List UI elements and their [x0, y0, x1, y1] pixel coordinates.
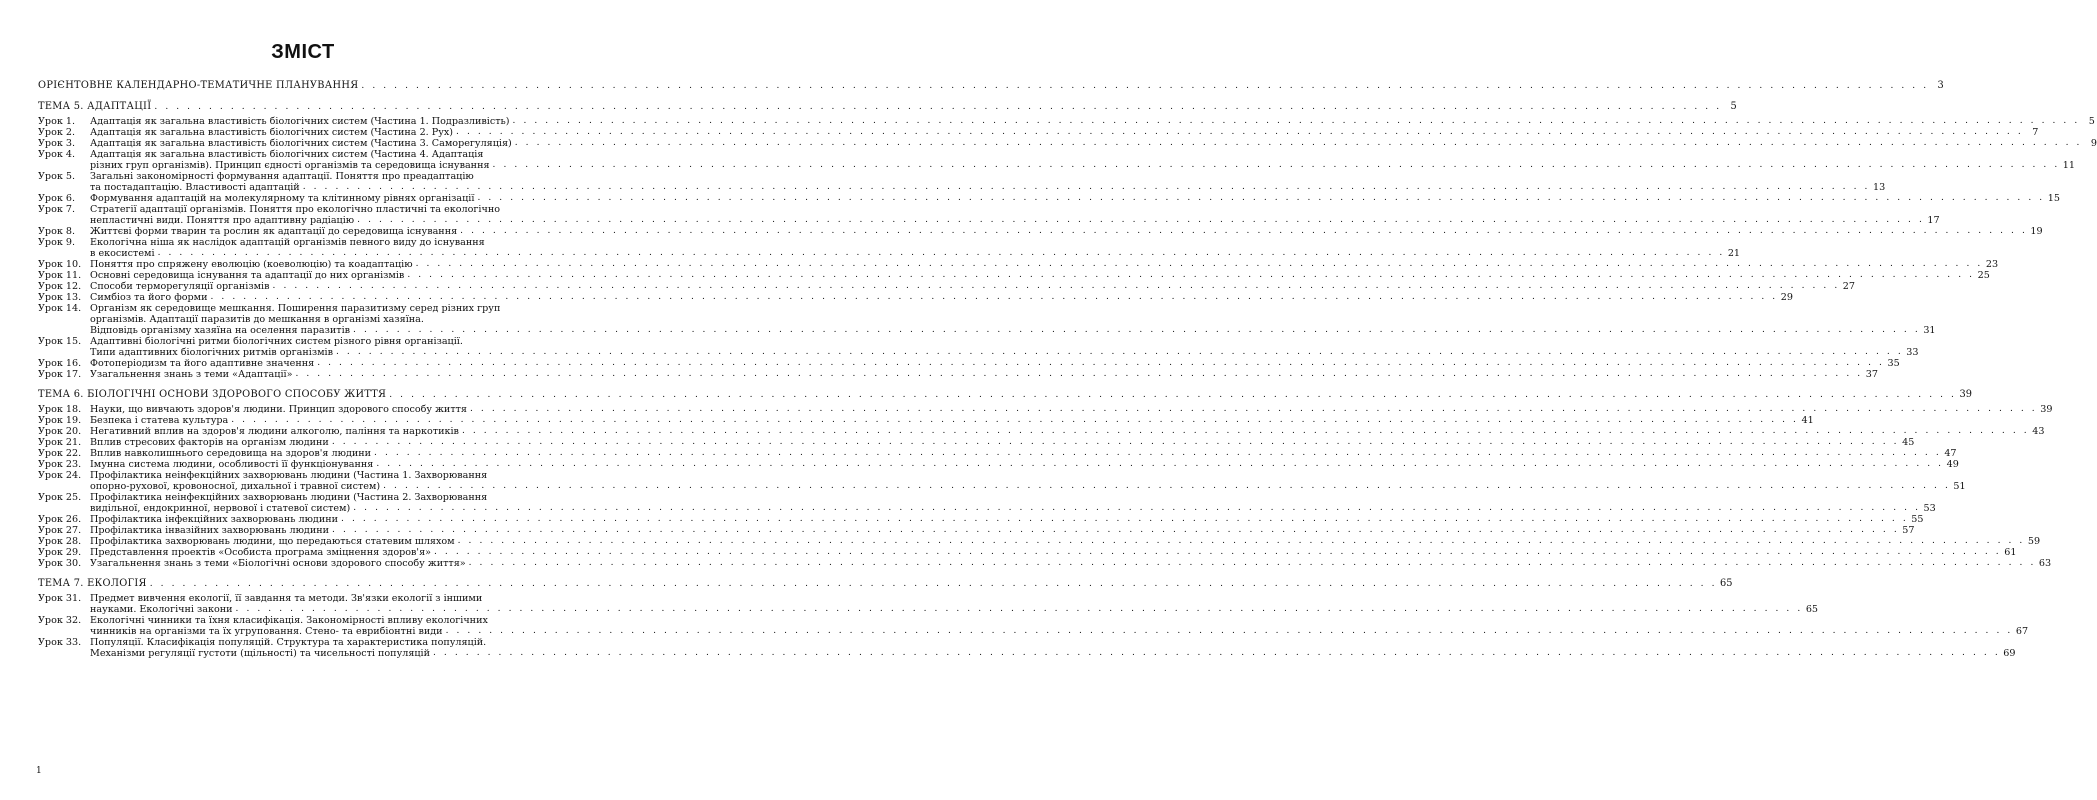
section-heading-text: ТЕМА 6. БІОЛОГІЧНІ ОСНОВИ ЗДОРОВОГО СПОСОБУ ЖИТТЯ — [38, 389, 387, 400]
section-gap — [38, 569, 568, 578]
toc-entry[interactable] — [38, 448, 1957, 459]
lesson-text — [90, 404, 2053, 415]
lesson-title-line: Відповідь організму хазяїна на оселення паразитів — [90, 325, 351, 336]
dot-leader — [361, 80, 1928, 92]
lesson-last-line — [90, 604, 1819, 615]
dot-leader — [353, 503, 1920, 514]
lesson-number: Урок 6. — [38, 193, 76, 204]
lesson-page-number: 17 — [1927, 215, 1940, 226]
lesson-title-line: Формування адаптацій на молекулярному та клітинному рівнях організації — [90, 193, 475, 204]
dot-leader — [376, 459, 1943, 470]
lesson-last-line — [90, 127, 2039, 138]
section-page-number: 39 — [1959, 389, 1972, 400]
lesson-page-number: 59 — [2027, 536, 2041, 547]
lesson-title-line: Адаптивні біологічні ритми біологічних систем різного рівня організації. — [90, 336, 463, 347]
lesson-text — [90, 127, 2039, 138]
lesson-page-number: 5 — [2088, 116, 2095, 127]
toc-entry[interactable] — [38, 116, 2095, 127]
lesson-page-number: 31 — [1923, 325, 1936, 336]
dot-leader — [462, 426, 2029, 437]
lesson-page-number: 55 — [1911, 514, 1924, 525]
lesson-number: Урок 11. — [38, 270, 82, 281]
toc-entry[interactable] — [38, 593, 1819, 615]
lesson-title-line: Екологічні чинники та їхня класифікація. Закономірності впливу екологічних — [90, 615, 488, 626]
lesson-page-number: 25 — [1977, 270, 1990, 281]
dot-leader — [336, 347, 1903, 358]
toc-entry[interactable] — [38, 615, 2029, 637]
lesson-page-number: 39 — [2040, 404, 2053, 415]
dot-leader — [273, 281, 1840, 292]
lesson-number: Урок 32. — [38, 615, 82, 626]
lesson-last-line — [90, 503, 1936, 514]
toc-entry[interactable] — [38, 237, 1741, 259]
lesson-number: Урок 16. — [38, 358, 82, 369]
lesson-title-line: Стратегії адаптації організмів. Поняття про екологічно пластичні та екологічно — [90, 204, 501, 215]
section-heading-text: ТЕМА 7. ЕКОЛОГІЯ — [38, 578, 147, 589]
lesson-text — [90, 259, 1999, 270]
lesson-page-number: 7 — [2032, 127, 2039, 138]
lesson-title-line: різних груп організмів). Принцип єдності організмів та середовища існування — [90, 160, 490, 171]
dot-leader — [433, 648, 2000, 659]
lesson-title-line: Профілактика неінфекційних захворювань людини (Частина 2. Захворювання — [90, 492, 488, 503]
lesson-page-number: 13 — [1872, 182, 1886, 193]
toc-entry[interactable] — [38, 149, 2076, 171]
toc-entry[interactable] — [38, 492, 1936, 514]
lesson-last-line — [90, 536, 2041, 547]
page-title: ЗМІСТ — [271, 41, 335, 63]
dot-leader — [458, 536, 2025, 547]
lesson-title-line: Вплив стресових факторів на організм людини — [90, 437, 329, 448]
dot-leader — [470, 404, 2037, 415]
lesson-title-line: Основні середовища існування та адаптації до них організмів — [90, 270, 405, 281]
toc-entry[interactable] — [38, 369, 1878, 380]
lesson-title-line: Адаптація як загальна властивість біологічних систем (Частина 3. Саморегуляція) — [90, 138, 512, 149]
lesson-number: Урок 4. — [38, 149, 76, 160]
lesson-title-line: Популяції. Класифікація популяцій. Структура та характеристика популяцій. — [90, 637, 487, 648]
lesson-title-line: Адаптація як загальна властивість біологічних систем (Частина 2. Рух) — [90, 127, 454, 138]
dot-leader — [231, 415, 1798, 426]
lesson-number: Урок 10. — [38, 259, 82, 270]
lesson-title-line: непластичні види. Поняття про адаптивну радіацію — [90, 215, 355, 226]
lesson-title-line: Життєві форми тварин та рослин як адаптації до середовища існування — [90, 226, 458, 237]
lesson-page-number: 69 — [2003, 648, 2016, 659]
lesson-last-line — [90, 325, 1936, 336]
lesson-last-line — [90, 347, 1919, 358]
lesson-title-line: Профілактика інфекційних захворювань людини — [90, 514, 339, 525]
lesson-text — [90, 303, 1936, 336]
lesson-text — [90, 470, 1966, 492]
lesson-title-line: опорно-рухової, кровоносної, дихальної і травної систем) — [90, 481, 381, 492]
dot-leader — [295, 369, 1862, 380]
dot-leader — [460, 226, 2027, 237]
lesson-page-number: 53 — [1923, 503, 1936, 514]
lesson-text — [90, 448, 1957, 459]
lesson-number: Урок 24. — [38, 470, 82, 481]
lesson-text — [90, 149, 2076, 171]
lesson-last-line — [90, 215, 1940, 226]
lesson-number: Урок 1. — [38, 116, 76, 127]
dot-leader — [236, 604, 1803, 615]
lesson-page-number: 35 — [1887, 358, 1900, 369]
lesson-text — [90, 237, 1741, 259]
dot-leader — [210, 292, 1777, 303]
dot-leader — [341, 514, 1908, 525]
dot-leader — [150, 578, 1717, 590]
footer-page-number: 1 — [36, 766, 42, 776]
toc-entry[interactable] — [38, 536, 2041, 547]
lesson-title-line: Представлення проектів «Особиста програма зміцнення здоров'я» — [90, 547, 431, 558]
dot-leader — [317, 358, 1884, 369]
lesson-number: Урок 5. — [38, 171, 76, 182]
lesson-last-line — [90, 448, 1957, 459]
dot-leader — [332, 525, 1899, 536]
lesson-text — [90, 193, 2060, 204]
section-heading[interactable] — [38, 80, 1944, 92]
lesson-text — [90, 336, 1919, 358]
toc-entry[interactable] — [38, 336, 1919, 358]
lesson-last-line — [90, 193, 2060, 204]
lesson-title-line: Поняття про спряжену еволюцію (коеволюцію) та коадаптацію — [90, 259, 413, 270]
lesson-title-line: Науки, що вивчають здоров'я людини. Принцип здорового способу життя — [90, 404, 467, 415]
lesson-page-number: 45 — [1902, 437, 1915, 448]
toc-entry[interactable] — [38, 637, 2016, 659]
lesson-number: Урок 8. — [38, 226, 76, 237]
toc-entry[interactable] — [38, 171, 1886, 193]
lesson-text — [90, 415, 1814, 426]
lesson-number: Урок 2. — [38, 127, 76, 138]
lesson-title-line: організмів. Адаптації паразитів до мешкання в організмі хазяїна. — [90, 314, 424, 325]
lesson-last-line — [90, 281, 1856, 292]
lesson-last-line — [90, 292, 1793, 303]
lesson-last-line — [90, 226, 2043, 237]
dot-leader — [434, 547, 2001, 558]
lesson-page-number: 41 — [1801, 415, 1814, 426]
toc-entry[interactable] — [38, 426, 2045, 437]
section-heading[interactable] — [38, 578, 1733, 590]
lesson-number: Урок 27. — [38, 525, 82, 536]
toc-entry[interactable] — [38, 415, 1814, 426]
lesson-title-line: Фотоперіодизм та його адаптивне значення — [90, 358, 315, 369]
lesson-page-number: 33 — [1906, 347, 1919, 358]
dot-leader — [353, 325, 1920, 336]
lesson-last-line — [90, 481, 1966, 492]
lesson-page-number: 51 — [1953, 481, 1966, 492]
lesson-text — [90, 547, 2017, 558]
lesson-title-line: Механізми регуляції густоти (щільності) та чисельності популяцій — [90, 648, 431, 659]
lesson-page-number: 19 — [2030, 226, 2043, 237]
lesson-last-line — [90, 248, 1741, 259]
lesson-title-line: Адаптація як загальна властивість біологічних систем (Частина 4. Адаптація — [90, 149, 484, 160]
lesson-number: Урок 29. — [38, 547, 82, 558]
lesson-number: Урок 30. — [38, 558, 82, 569]
lesson-number: Урок 25. — [38, 492, 82, 503]
lesson-page-number: 21 — [1727, 248, 1741, 259]
lesson-page-number: 49 — [1946, 459, 1959, 470]
lesson-number: Урок 3. — [38, 138, 76, 149]
lesson-title-line: Безпека і статева культура — [90, 415, 229, 426]
lesson-number: Урок 15. — [38, 336, 82, 347]
lesson-last-line — [90, 116, 2095, 127]
lesson-last-line — [90, 259, 1999, 270]
lesson-title-line: Профілактика неінфекційних захворювань людини (Частина 1. Захворювання — [90, 470, 488, 481]
lesson-text — [90, 138, 2097, 149]
dot-leader — [374, 448, 1941, 459]
lesson-last-line — [90, 415, 1814, 426]
lesson-page-number: 57 — [1902, 525, 1915, 536]
dot-leader — [513, 116, 2080, 127]
lesson-title-line: чинників на організми та їх угруповання. Стено- та еврибіонтні види — [90, 626, 443, 637]
lesson-page-number: 47 — [1944, 448, 1957, 459]
lesson-last-line — [90, 648, 2016, 659]
dot-leader — [158, 248, 1725, 259]
lesson-text — [90, 615, 2029, 637]
section-heading-text: ОРІЄНТОВНЕ КАЛЕНДАРНО-ТЕМАТИЧНЕ ПЛАНУВАННЯ — [38, 80, 359, 91]
section-heading-text: ТЕМА 5. АДАПТАЦІЇ — [38, 101, 152, 112]
lesson-page-number: 11 — [2062, 160, 2076, 171]
lesson-title-line: Профілактика інвазійних захворювань людини — [90, 525, 330, 536]
section-page-number: 3 — [1937, 80, 1944, 91]
lesson-last-line — [90, 558, 2052, 569]
toc-entry[interactable] — [38, 226, 2043, 237]
lesson-text — [90, 369, 1878, 380]
lesson-title-line: науками. Екологічні закони — [90, 604, 233, 615]
lesson-text — [90, 593, 1819, 615]
toc-entry[interactable] — [38, 514, 1924, 525]
lesson-number: Урок 26. — [38, 514, 82, 525]
dot-leader — [456, 127, 2023, 138]
lesson-last-line — [90, 547, 2017, 558]
lesson-title-line: Екологічна ніша як наслідок адаптацій організмів певного виду до існування — [90, 237, 485, 248]
section-page-number: 65 — [1720, 578, 1733, 589]
dot-leader — [477, 193, 2044, 204]
lesson-number: Урок 22. — [38, 448, 82, 459]
lesson-last-line — [90, 404, 2053, 415]
section-page-number: 5 — [1730, 101, 1737, 112]
lesson-number: Урок 7. — [38, 204, 76, 215]
lesson-last-line — [90, 369, 1878, 380]
lesson-number: Урок 28. — [38, 536, 82, 547]
table-of-contents — [38, 40, 2097, 659]
toc-entry[interactable] — [38, 204, 1940, 226]
toc-entry[interactable] — [38, 281, 1856, 292]
lesson-title-line: Вплив навколишнього середовища на здоров'я людини — [90, 448, 372, 459]
lesson-text — [90, 525, 1915, 536]
lesson-title-line: Імунна система людини, особливості її функціонування — [90, 459, 374, 470]
lesson-page-number: 61 — [2004, 547, 2017, 558]
lesson-title-line: Профілактика захворювань людини, що передаються статевим шляхом — [90, 536, 455, 547]
toc-entry[interactable] — [38, 193, 2060, 204]
dot-leader — [154, 101, 1721, 113]
toc-entry[interactable] — [38, 470, 1966, 492]
lesson-title-line: Негативний вплив на здоров'я людини алкоголю, паління та наркотиків — [90, 426, 459, 437]
toc-entry[interactable] — [38, 525, 1915, 536]
toc-entry[interactable] — [38, 358, 1900, 369]
lesson-text — [90, 171, 1886, 193]
lesson-number: Урок 18. — [38, 404, 82, 415]
lesson-page-number: 9 — [2090, 138, 2097, 149]
lesson-number: Урок 23. — [38, 459, 82, 470]
lesson-last-line — [90, 525, 1915, 536]
lesson-number: Урок 12. — [38, 281, 82, 292]
lesson-last-line — [90, 358, 1900, 369]
lesson-title-line: Організм як середовище мешкання. Поширення паразитизму серед різних груп — [90, 303, 501, 314]
lesson-number: Урок 9. — [38, 237, 76, 248]
toc-entry[interactable] — [38, 558, 2052, 569]
lesson-title-line: та постадаптацію. Властивості адаптацій — [90, 182, 300, 193]
lesson-last-line — [90, 514, 1924, 525]
lesson-text — [90, 437, 1915, 448]
toc-entry[interactable] — [38, 459, 1959, 470]
lesson-text — [90, 426, 2045, 437]
toc-entry[interactable] — [38, 270, 1990, 281]
lesson-number: Урок 31. — [38, 593, 82, 604]
lesson-number: Урок 19. — [38, 415, 82, 426]
lesson-last-line — [90, 182, 1886, 193]
lesson-page-number: 43 — [2032, 426, 2045, 437]
lesson-text — [90, 270, 1990, 281]
lesson-title-line: Загальні закономірності формування адаптації. Поняття про преадаптацію — [90, 171, 474, 182]
lesson-text — [90, 292, 1793, 303]
section-gap — [38, 92, 568, 101]
toc-entry[interactable] — [38, 259, 1999, 270]
lesson-text — [90, 514, 1924, 525]
lesson-page-number: 37 — [1865, 369, 1878, 380]
lesson-last-line — [90, 270, 1990, 281]
dot-leader — [469, 558, 2036, 569]
lesson-text — [90, 637, 2016, 659]
lesson-number: Урок 17. — [38, 369, 82, 380]
lesson-title-line: Способи терморегуляції організмів — [90, 281, 270, 292]
dot-leader — [383, 481, 1950, 492]
lesson-page-number: 67 — [2015, 626, 2029, 637]
lesson-title-line: Типи адаптивних біологічних ритмів організмів — [90, 347, 334, 358]
lesson-number: Урок 33. — [38, 637, 82, 648]
dot-leader — [389, 389, 1956, 401]
lesson-page-number: 23 — [1985, 259, 1999, 270]
toc-entry[interactable] — [38, 303, 1936, 336]
dot-leader — [407, 270, 1974, 281]
lesson-text — [90, 204, 1940, 226]
lesson-page-number: 15 — [2047, 193, 2060, 204]
lesson-title-line: Узагальнення знань з теми «Адаптації» — [90, 369, 293, 380]
lesson-text — [90, 116, 2095, 127]
lesson-text — [90, 558, 2052, 569]
lesson-title-line: в екосистемі — [90, 248, 155, 259]
lesson-number: Урок 20. — [38, 426, 82, 437]
section-heading[interactable] — [38, 389, 1972, 401]
dot-leader — [332, 437, 1899, 448]
dot-leader — [357, 215, 1924, 226]
dot-leader — [303, 182, 1870, 193]
section-heading[interactable] — [38, 101, 1737, 113]
toc-entry[interactable] — [38, 437, 1915, 448]
dot-leader — [493, 160, 2060, 171]
lesson-number: Урок 14. — [38, 303, 82, 314]
lesson-text — [90, 358, 1900, 369]
dot-leader — [515, 138, 2082, 149]
toc-entry[interactable] — [38, 292, 1793, 303]
lesson-last-line — [90, 138, 2097, 149]
lesson-last-line — [90, 160, 2076, 171]
lesson-text — [90, 492, 1936, 514]
dot-leader — [416, 259, 1983, 270]
lesson-last-line — [90, 426, 2045, 437]
lesson-page-number: 29 — [1780, 292, 1793, 303]
lesson-title-line: Узагальнення знань з теми «Біологічні основи здорового способу життя» — [90, 558, 466, 569]
lesson-title-line: Симбіоз та його форми — [90, 292, 208, 303]
toc-entry[interactable] — [38, 547, 2017, 558]
toc-entry[interactable] — [38, 404, 2053, 415]
lesson-page-number: 63 — [2038, 558, 2052, 569]
lesson-last-line — [90, 459, 1959, 470]
lesson-title-line: Адаптація як загальна властивість біологічних систем (Частина 1. Подразливість) — [90, 116, 510, 127]
lesson-page-number: 65 — [1805, 604, 1819, 615]
lesson-last-line — [90, 437, 1915, 448]
lesson-text — [90, 226, 2043, 237]
lesson-title-line: Предмет вивчення екології, її завдання та методи. Зв'язки екології з іншими — [90, 593, 483, 604]
lesson-page-number: 27 — [1842, 281, 1856, 292]
toc-entry[interactable] — [38, 127, 2039, 138]
lesson-number: Урок 21. — [38, 437, 82, 448]
toc-list — [38, 80, 2097, 659]
lesson-text — [90, 536, 2041, 547]
toc-entry[interactable] — [38, 138, 2097, 149]
dot-leader — [446, 626, 2013, 637]
lesson-text — [90, 459, 1959, 470]
section-gap — [38, 380, 568, 389]
lesson-number: Урок 13. — [38, 292, 82, 303]
lesson-last-line — [90, 626, 2029, 637]
lesson-title-line: видільної, ендокринної, нервової і статевої систем) — [90, 503, 351, 514]
lesson-text — [90, 281, 1856, 292]
